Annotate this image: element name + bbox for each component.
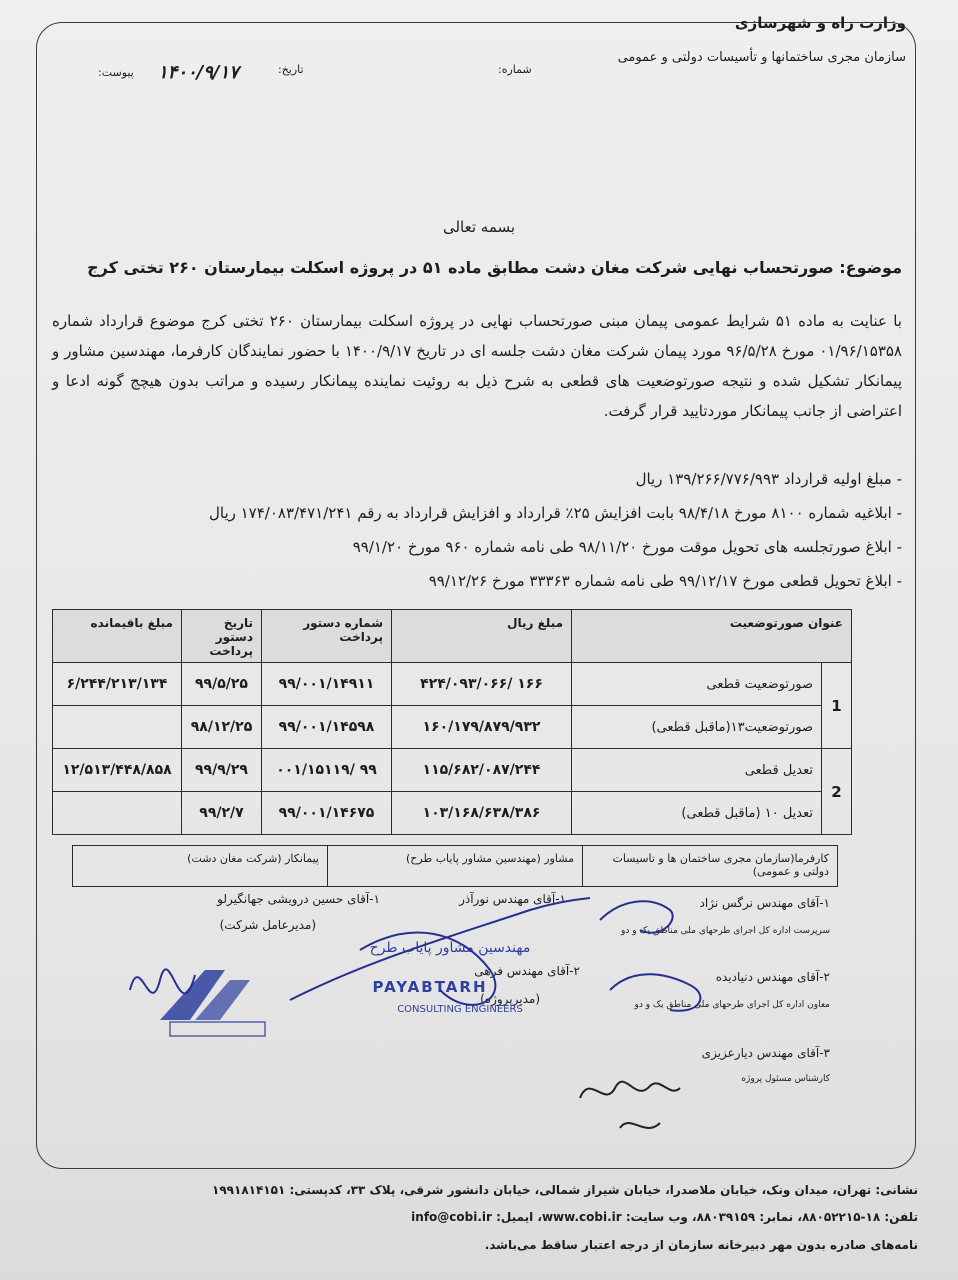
row-remaining [53,706,182,749]
row-index: 2 [822,749,852,835]
employer-signatory-2: ۲-آقای مهندس دنیادیده [715,970,830,984]
statement-table [52,609,852,835]
subject-line: موضوع: صورتحساب نهایی شرکت مغان دشت مطابق ماده ۵۱ در پروژه اسکلت بیمارستان ۲۶۰ تختی کرج [87,258,902,277]
contractor-role: (مدیرعامل شرکت) [219,918,316,932]
attachment-label: پیوست: [98,66,134,79]
row-remaining: ۶/۲۴۴/۲۱۳/۱۳۴ [53,663,182,706]
handwritten-signatures [110,880,730,1060]
row-amount: ۱۶۶ /۴۲۴/۰۹۳/۰۶۶ [392,663,572,706]
row-order-date: ۹۹/۹/۲۹ [182,749,262,792]
header-amount: مبلغ ریال [392,610,572,663]
body-paragraph: با عنایت به ماده ۵۱ شرایط عمومی پیمان مبنی صورتحساب نهایی در پروژه اسکلت بیمارستان ۲۶۰ تختی کرج موضوع قرارداد شماره ۰۱/۹۶/۱۵۳۵۸ مورخ ۹۶/۵/۲۸ مورد پیمان شرکت مغان دشت جلسه ای در تاریخ ۱۴۰۰/۹/۱۷ با حضور نمایندگان کارفرما، مهندسین مشاور و پیمانکار تشکیل شده و نتیجه صورتوضعیت های قطعی به شرح ذیل به روئیت نماینده پیمانکار رسیده و مراتب بدون هیچج گونه ادعا و اعتراضی از جانب پیمانکار موردتایید قرار گرفت. [52,312,902,420]
employer-role-3: کارشناس مسئول پروژه [741,1074,830,1084]
employer-role-2: معاون اداره کل اجرای طرحهای ملی مناطق یک و دو [634,1000,830,1010]
header-order-no: شماره دستور پرداخت [262,610,392,663]
table-header-row [53,610,852,663]
footer-address: نشانی: تهران، میدان ونک، خیابان ملاصدرا، خیابان شیراز شمالی، خیابان دانشور شرقی، پلاک ۳۳، کدپستی: ۱۹۹۱۸۱۴۱۵۱ [212,1183,918,1197]
row-order-date: ۹۸/۱۲/۲۵ [182,706,262,749]
header-title: عنوان صورتوضعیت [572,610,852,663]
row-amount: ۱۰۳/۱۶۸/۶۳۸/۳۸۶ [392,792,572,835]
header-order-date: تاریخ دستور پرداخت [182,610,262,663]
consultant-role: (مدیرپروژه) [480,992,540,1006]
ministry-name: وزارت راه و شهرسازی [734,14,906,32]
row-order-no: ۹۹/۰۰۱/۱۴۹۱۱ [262,663,392,706]
row-order-no: ۹۹ /۰۰۱/۱۵۱۱۹ [262,749,392,792]
row-title: تعدیل قطعی [572,749,822,792]
list-item: - ابلاغیه شماره ۸۱۰۰ مورخ ۹۸/۴/۱۸ بابت افزایش ۲۵٪ قرارداد و افزایش قرارداد به رقم ۱۷۴/۰۸۳/۴۷۱/۲۴۱ ریال [52,496,902,530]
employer-signatory-3: ۳-آقای مهندس دیارعزیزی [701,1046,830,1060]
stamp-text-fa: مهندسین مشاور پایاب طرح [369,940,531,956]
row-order-date: ۹۹/۲/۷ [182,792,262,835]
date-value: ۱۴۰۰/۹/۱۷ [158,62,239,83]
employer-header: کارفرما(سازمان مجری ساختمان ها و تاسیسات دولتی و عمومی) [582,846,837,886]
consultant-signatory-1: ۱-آقای مهندس نورآذر [459,892,566,906]
consultant-signatory-2: ۲-آقای مهندس فرهی [474,964,580,978]
footer-note: نامه‌های صادره بدون مهر دبیرخانه سازمان از درجه اعتبار ساقط می‌باشد. [484,1238,918,1252]
row-amount: ۱۱۵/۶۸۲/۰۸۷/۲۴۴ [392,749,572,792]
footer-contact: تلفن: ۱۸-۸۸۰۵۲۲۱۵، نمابر: ۸۸۰۳۹۱۵۹، وب سایت: www.cobi.ir، ایمیل: info@cobi.ir [411,1210,918,1224]
table-row [53,663,852,706]
row-title: صورتوضعیت قطعی [572,663,822,706]
organization-name: سازمان مجری ساختمانها و تأسیسات دولتی و عمومی [617,50,906,65]
consultant-header: مشاور (مهندسین مشاور پایاب طرح) [327,846,582,886]
list-item: - مبلغ اولیه قرارداد ۱۳۹/۲۶۶/۷۷۶/۹۹۳ ریال [52,462,902,496]
list-item: - ابلاغ صورتجلسه های تحویل موقت مورخ ۹۸/۱۱/۲۰ طی نامه شماره ۹۶۰ مورخ ۹۹/۱/۲۰ [52,530,902,564]
list-item: - ابلاغ تحویل قطعی مورخ ۹۹/۱۲/۱۷ طی نامه شماره ۳۳۳۶۳ مورخ ۹۹/۱۲/۲۶ [52,564,902,598]
row-order-no: ۹۹/۰۰۱/۱۴۶۷۵ [262,792,392,835]
stamp-text-en: PAYABTARH [372,978,488,996]
number-label: شماره: [498,63,532,76]
row-amount: ۱۶۰/۱۷۹/۸۷۹/۹۳۲ [392,706,572,749]
basmala: بسمه تعالی [442,218,516,236]
row-order-date: ۹۹/۵/۲۵ [182,663,262,706]
table-row [53,792,852,835]
header-remaining: مبلغ باقیمانده [53,610,182,663]
row-remaining [53,792,182,835]
row-index: 1 [822,663,852,749]
row-title: صورتوضعیت۱۳(ماقبل قطعی) [572,706,822,749]
row-title: تعدیل ۱۰ (ماقبل قطعی) [572,792,822,835]
handwritten-signature-employer-3 [570,1068,710,1158]
table-row [53,749,852,792]
employer-signatory-1: ۱-آقای مهندس نرگس نژاد [699,896,830,910]
contractor-signatory: ۱-آقای حسین درویشی جهانگیرلو [217,892,380,906]
contractor-header: پیمانکار (شرکت مغان دشت) [187,852,319,865]
table-row [53,706,852,749]
date-label: تاریخ: [278,63,304,76]
stamp-text-en-sub: CONSULTING ENGINEERS [397,1004,523,1015]
row-order-no: ۹۹/۰۰۱/۱۴۵۹۸ [262,706,392,749]
bullet-list [52,462,902,598]
employer-role-1: سرپرست اداره کل اجرای طرحهای ملی مناطق یک و دو [621,926,830,936]
row-remaining: ۱۲/۵۱۳/۴۴۸/۸۵۸ [53,749,182,792]
